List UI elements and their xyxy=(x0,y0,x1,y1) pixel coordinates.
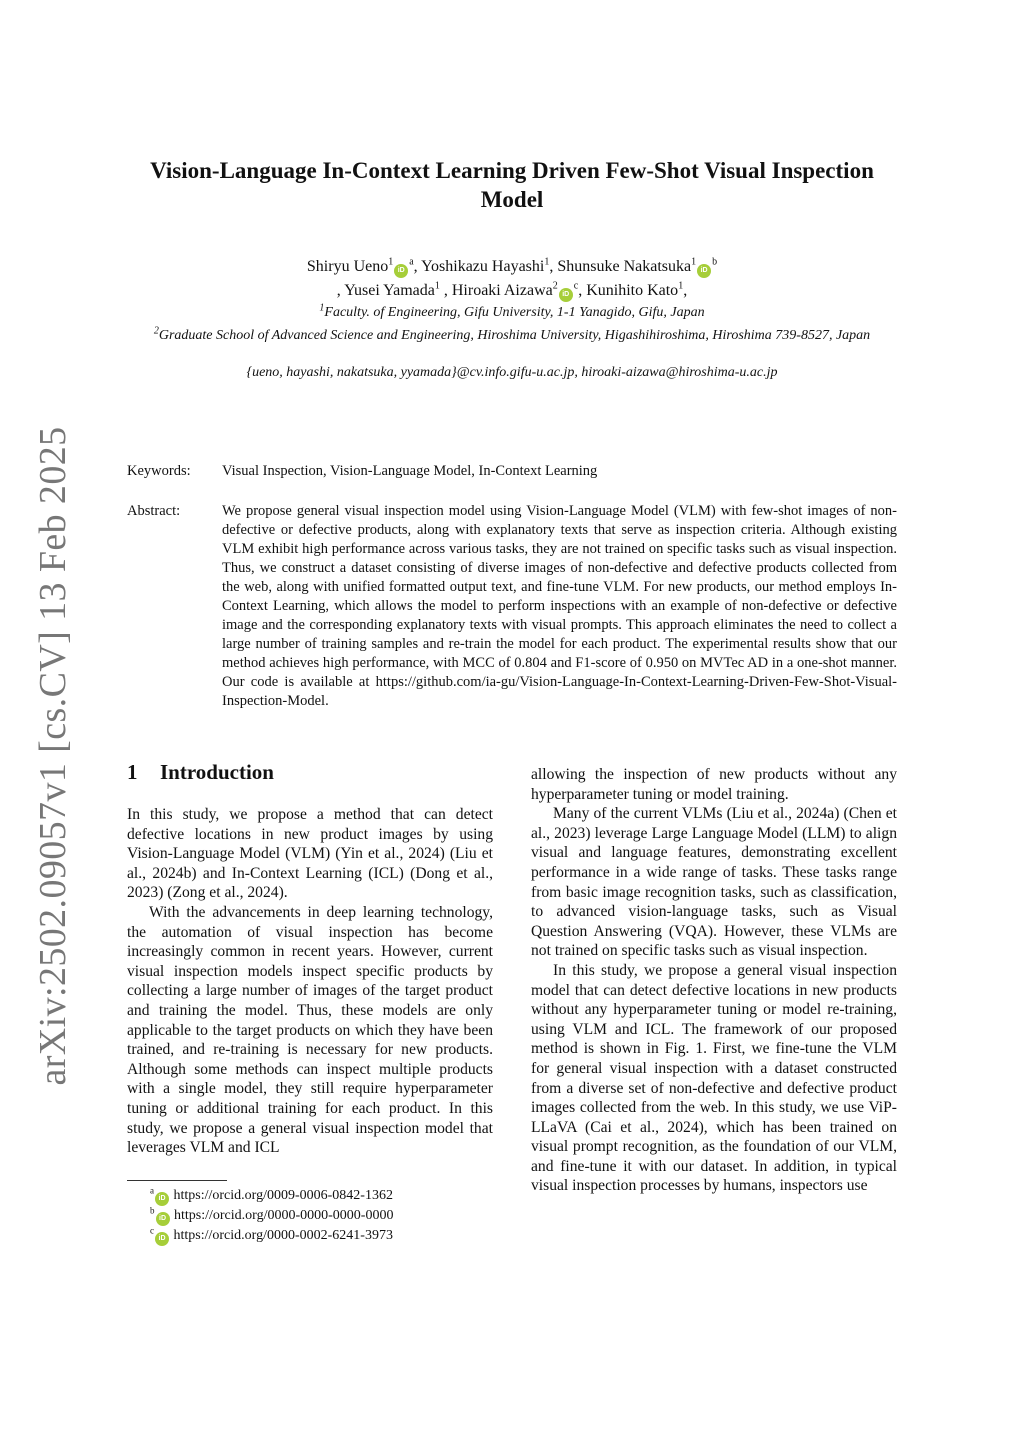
affiliation-2: $^2$Graduate School of Advanced Science and Engineering, Hiroshima University, Higashihiroshima, Hiroshima 739-8527, Japan xyxy=(153,325,871,343)
author-name: Yusei Yamada xyxy=(344,282,435,299)
orcid-icon[interactable]: iD xyxy=(559,288,573,302)
orcid-link[interactable]: https://orcid.org/0000-0002-6241-3973 xyxy=(173,1228,393,1243)
abstract-text: We propose general visual inspection model using Vision-Language Model (VLM) with few-shot images of non-defective or defective products, along with explanatory texts that serve as inspection criteria. Although existing VLM exhibit high performance across various tasks, they are not trained on specific tasks such as visual inspection. Thus, we construct a dataset consisting of diverse images of non-defective and defective products collected from the web, along with unified formatted output text, and fine-tune VLM. For new products, our method employs In-Context Learning, which allows the model to perform inspections with an example of non-defective or defective image and the corresponding explanatory texts with visual prompts. This approach eliminates the need to collect a large number of training samples and re-train the model for each product. The experimental results show that our method achieves high performance, with MCC of 0.804 and F1-score of 0.950 on MVTec AD in a one-shot manner. Our code is available at https://github.com/ia-gu/Vision-Language-In-Context-Learning-Driven-Few-Shot-Visual-Inspection-Model. xyxy=(222,503,897,709)
footnote: $^b$iD https://orcid.org/0000-0000-0000-0000 xyxy=(150,1206,393,1226)
orcid-icon: iD xyxy=(156,1212,170,1226)
orcid-link[interactable]: https://orcid.org/0009-0006-0842-1362 xyxy=(173,1188,393,1203)
paragraph: In this study, we propose a method that can detect defective locations in new product images by using Vision-Language Model (VLM) (Yin et al., 2024) (Liu et al., 2024b) and In-Context Learning (ICL) (Dong et al., 2023) (Zong et al., 2024). xyxy=(127,806,493,902)
author-list xyxy=(110,255,914,303)
left-column xyxy=(127,805,493,1158)
arxiv-sidebar xyxy=(22,426,84,1086)
paper-title: Vision-Language In-Context Learning Driven Few-Shot Visual Inspection Model xyxy=(150,158,874,212)
author-name: Shunsuke Nakatsuka xyxy=(557,258,692,275)
orcid-icon: iD xyxy=(155,1232,169,1246)
orcid-icon[interactable]: iD xyxy=(697,264,711,278)
paragraph: allowing the inspection of new products without any hyperparameter tuning or model training. xyxy=(531,766,897,803)
footnote: $^a$iD https://orcid.org/0009-0006-0842-1362 xyxy=(150,1186,393,1206)
author-emails: {ueno, hayashi, nakatsuka, yyamada}@cv.info.gifu-u.ac.jp, hiroaki-aizawa@hiroshima-u.ac.jp xyxy=(246,365,778,380)
arxiv-identifier: arXiv:2502.09057v1 [cs.CV] 13 Feb 2025 xyxy=(32,426,74,1086)
author-name: Kunihito Kato xyxy=(586,282,679,299)
footnote-rule xyxy=(127,1180,227,1181)
right-column xyxy=(531,765,897,1196)
author-line-1: Shiryu $Ueno^1iD^a$, Yoshikazu Hayashi$^1$, Shunsuke $Nakatsuka^1iD^b$ xyxy=(110,255,914,279)
orcid-icon: iD xyxy=(155,1192,169,1206)
affiliation-1: $^1$Faculty. of Engineering, Gifu University, 1-1 Yanagido, Gifu, Japan xyxy=(319,302,705,320)
author-name: Yoshikazu Hayashi xyxy=(421,258,545,275)
orcid-link[interactable]: https://orcid.org/0000-0000-0000-0000 xyxy=(174,1208,394,1223)
paragraph: With the advancements in deep learning technology, the automation of visual inspection has become increasingly common in recent years. However, current visual inspection models inspect specific products by collecting a large number of images of the target product and training the model. Thus, these models are only applicable to the target products on which they have been trained, and re-training is necessary for new products. Although some methods can inspect multiple products with a single model, they still require hyperparameter tuning or additional training for each product. In this study, we propose a general visual inspection model that leverages VLM and ICL xyxy=(127,903,493,1157)
keywords-label: Keywords: xyxy=(127,463,191,479)
keywords-text: Visual Inspection, Vision-Language Model, In-Context Learning xyxy=(222,463,598,479)
paragraph: Many of the current VLMs (Liu et al., 2024a) (Chen et al., 2023) leverage Large Language Model (LLM) to align visual and language features, demonstrating excellent performance in a wide range of tasks. These tasks range from basic image recognition tasks, such as classification, to advanced vision-language tasks, such as Visual Question Answering (VQA). However, these VLMs are not trained on specific tasks such as visual inspection. xyxy=(531,805,897,960)
abstract-label: Abstract: xyxy=(127,503,181,519)
section-heading: 1 Introduction xyxy=(127,760,274,784)
author-name: Shiryu Ueno xyxy=(306,258,389,275)
author-name: Hiroaki Aizawa xyxy=(451,282,553,299)
footnotes xyxy=(150,1186,393,1246)
footnote: $^c$iD https://orcid.org/0000-0002-6241-3973 xyxy=(150,1226,393,1246)
author-line-2: , Yusei Yamada$^1$ , Hiroaki $Aizawa^2iD^c$, Kunihito Kato$^1$, xyxy=(110,279,914,303)
orcid-icon[interactable]: iD xyxy=(394,264,408,278)
paragraph: In this study, we propose a general visual inspection model that can detect defective locations in new products without any hyperparameter tuning or model re-training, using VLM and ICL. The framework of our proposed method is shown in Fig. 1. First, we fine-tune the VLM for general visual inspection with a dataset constructed from a diverse set of non-defective and defective product images collected from the web. In this study, we use ViP-LLaVA (Cai et al., 2024), which has been trained on visual prompt recognition, as the foundation of our VLM, and fine-tune it with our dataset. In addition, in typical visual inspection processes by humans, inspectors use xyxy=(531,961,897,1195)
